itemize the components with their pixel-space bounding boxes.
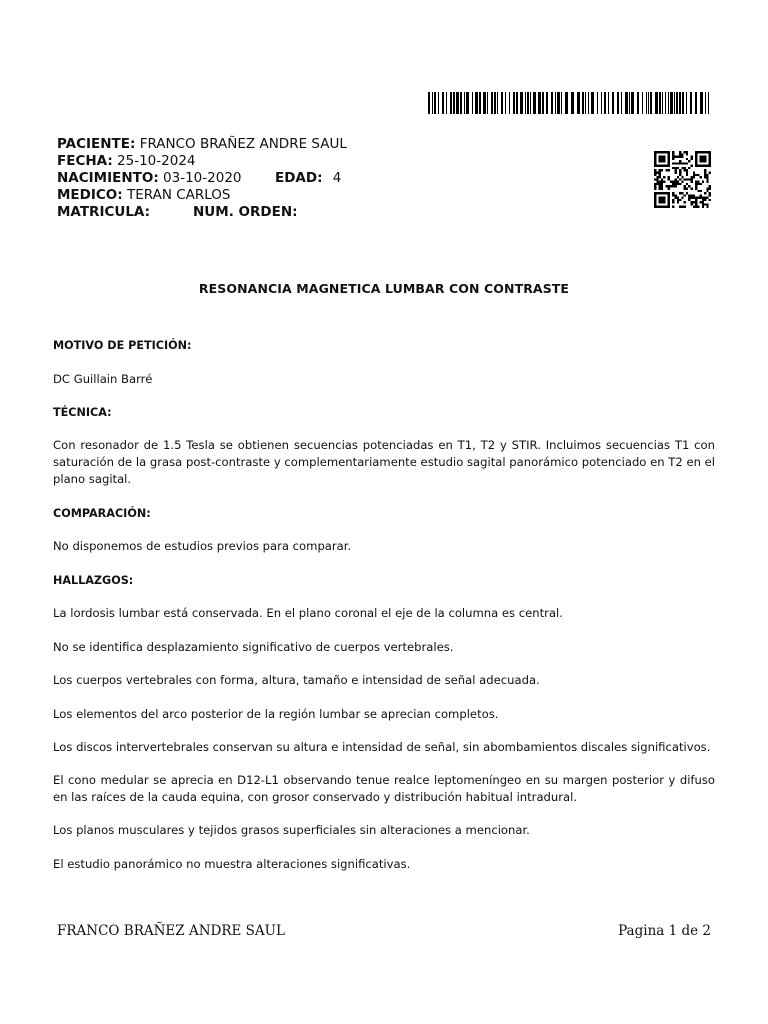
tecnica-title: TÉCNICA:	[53, 406, 112, 419]
doctor-label: MEDICO:	[57, 187, 123, 203]
patient-name: FRANCO BRAÑEZ ANDRE SAUL	[139, 136, 347, 152]
license-label: MATRICULA:	[57, 204, 151, 220]
hallazgos-heading	[53, 572, 715, 589]
finding-4	[53, 706, 715, 723]
tecnica-text	[53, 437, 715, 488]
comparacion-title: COMPARACIÓN:	[53, 507, 151, 520]
finding-text: El cono medular se aprecia en D12-L1 observando tenue realce leptomeníngeo en su margen posterior y difuso en las raíces de la cauda equina, con grosor conservado y distribución habitual intradural.	[53, 773, 715, 804]
date-label: FECHA:	[57, 153, 113, 169]
motivo-title: MOTIVO DE PETICIÓN:	[53, 339, 192, 352]
license-row	[57, 204, 150, 221]
date-row	[57, 153, 196, 170]
finding-text: El estudio panorámico no muestra alteraciones significativas.	[53, 857, 411, 871]
finding-5	[53, 739, 715, 756]
finding-text: Los cuerpos vertebrales con forma, altura, tamaño e intensidad de señal adecuada.	[53, 673, 540, 687]
birth-value: 03-10-2020	[163, 170, 242, 186]
finding-text: Los discos intervertebrales conservan su altura e intensidad de señal, sin abombamientos discales significativos.	[53, 740, 711, 754]
age-value: 4	[332, 170, 342, 186]
finding-7	[53, 822, 715, 839]
birth-label: NACIMIENTO:	[57, 170, 159, 186]
finding-1	[53, 605, 715, 622]
birth-row	[57, 170, 242, 187]
comparacion-paragraph: No disponemos de estudios previos para comparar.	[53, 539, 352, 553]
report-title: RESONANCIA MAGNETICA LUMBAR CON CONTRASTE	[198, 281, 570, 296]
order-label: NUM. ORDEN:	[193, 204, 298, 220]
finding-text: No se identifica desplazamiento significativo de cuerpos vertebrales.	[53, 640, 454, 654]
doctor-row	[57, 187, 230, 204]
barcode-icon	[428, 92, 712, 114]
hallazgos-title: HALLAZGOS:	[53, 574, 134, 587]
date-value: 25-10-2024	[117, 153, 196, 169]
finding-text: Los elementos del arco posterior de la región lumbar se aprecian completos.	[53, 707, 499, 721]
finding-text: Los planos musculares y tejidos grasos superficiales sin alteraciones a mencionar.	[53, 823, 530, 837]
tecnica-heading	[53, 404, 715, 421]
page-number: Pagina 1 de 2	[618, 923, 711, 939]
patient-row	[57, 136, 347, 153]
comparacion-heading	[53, 505, 715, 522]
patient-label: PACIENTE:	[57, 136, 136, 152]
age-label: EDAD:	[275, 170, 323, 186]
finding-8	[53, 856, 715, 873]
qr-code-icon	[654, 151, 711, 208]
comparacion-text	[53, 538, 715, 555]
doctor-value: TERAN CARLOS	[126, 187, 231, 203]
finding-3	[53, 672, 715, 689]
footer-patient: FRANCO BRAÑEZ ANDRE SAUL	[57, 923, 285, 939]
motivo-text	[53, 371, 715, 388]
finding-2	[53, 639, 715, 656]
age-row	[275, 170, 341, 187]
motivo-heading	[53, 337, 715, 354]
order-row	[193, 204, 298, 221]
finding-text: La lordosis lumbar está conservada. En el plano coronal el eje de la columna es central.	[53, 606, 563, 620]
tecnica-paragraph: Con resonador de 1.5 Tesla se obtienen secuencias potenciadas en T1, T2 y STIR. Incluimos secuencias T1 con saturación de la grasa post-contraste y complementariamente estudio sagital panorámico potenciado en T2 en el plano sagital.	[53, 438, 715, 486]
finding-6	[53, 772, 715, 806]
motivo-paragraph: DC Guillain Barré	[53, 372, 153, 386]
